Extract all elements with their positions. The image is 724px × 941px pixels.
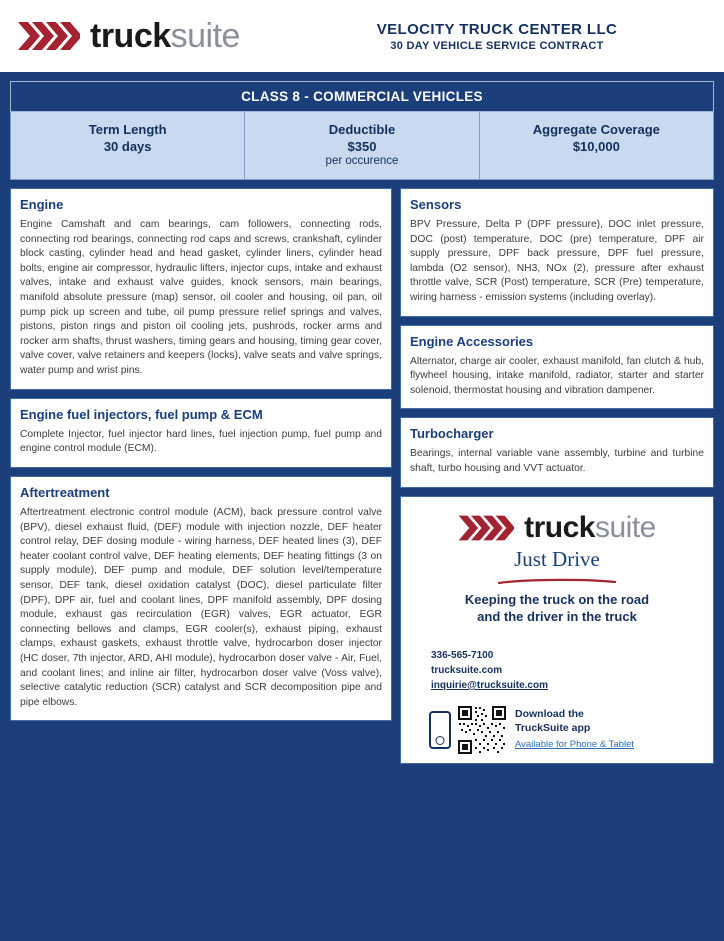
qr-code-icon[interactable]	[457, 705, 507, 755]
coverage-card-sensors	[400, 188, 714, 317]
term-value: 30 days	[103, 139, 152, 154]
card-title: Engine fuel injectors, fuel pump & ECM	[20, 406, 263, 422]
card-body: Aftertreatment electronic control module (ACM), back pressure control valve (BPV), diesel exhaust fluid, (DEF) module with injection nozzle, DEF heater control relay, DEF dosing module - wiring harness, DEF heated lines (3), DEF heater coolant control valve, DEF heating elements, DEF heating fittings (3 on supply module), DEF pump and module, DEF solution level/temperature sensor, DEF tank, diesel oxidation catalyst (DOC), diesel particulate filter (DPF), DPF air, fuel and coolant lines, DPF manifold assembly, DPF dosing module, exhaust gas recirculation (EGR) valves, EGR actuator, EGR connecting bellows and clamps, EGR cooler(s), exhaust piping, exhaust clamps, exhaust gaskets, exhaust throttle valve, hydrocarbon doser injector (HC doser, 7th injector, ARD, AHI module), hydrocarbon doser valve - Air, Fuel, and coolant lines; and inline air filter, hydrocarbon doser valve (Voss valve), selective catalytic reduction (SCR) catalyst and SCR decomposition pipe and pipe elbows.	[20, 506, 382, 708]
coverage-column-right	[400, 188, 714, 764]
phone-icon	[429, 711, 451, 749]
promo-headline-line1: Keeping the truck on the road	[464, 591, 650, 607]
download-title-line2: TruckSuite app	[515, 721, 591, 734]
logo-word-suite: suite	[594, 510, 656, 544]
term-cell-deductible	[244, 112, 478, 179]
card-title: Turbocharger	[410, 426, 494, 442]
download-title-line1: Download the	[515, 707, 584, 720]
coverage-card-engine	[10, 188, 392, 390]
company-name: VELOCITY TRUCK CENTER LLC	[376, 20, 618, 38]
term-title: Term Length	[88, 122, 167, 137]
contact-block	[411, 648, 703, 693]
promo-headline-line2: and the driver in the truck	[477, 609, 637, 625]
term-value: $10,000	[572, 139, 620, 154]
chevron-logo-icon	[18, 19, 80, 53]
promo-panel	[400, 496, 714, 764]
logo-word-truck: truck	[90, 16, 171, 55]
brand-logo	[0, 17, 300, 56]
chevron-logo-icon	[458, 513, 514, 543]
contract-subtitle: 30 DAY VEHICLE SERVICE CONTRACT	[390, 39, 604, 52]
promo-slogan: Just Drive	[514, 546, 600, 571]
coverage-columns	[10, 188, 714, 764]
card-body: BPV Pressure, Delta P (DPF pressure), DOC inlet pressure, DOC (post) temperature, DOC (pre) temperature, DPF air supply pressure, DPF back pressure, DPF fuel pressure, lambda (O2 sensor), NH3, NOx (2), pressure after exhaust throttle valve, SCR (Post) temperature, SCR (Pre) temperature, wiring harness - emission systems (including overlay).	[410, 219, 704, 304]
document-body	[0, 72, 724, 774]
promo-headline	[411, 591, 703, 626]
card-body: Bearings, internal variable vane assembly, turbine and turbine shaft, turbo housing and VVT actuator.	[410, 448, 704, 475]
contact-phone: 336-565-7100	[431, 649, 494, 661]
coverage-card-engine-accessories	[400, 325, 714, 410]
logo-word-suite: suite	[170, 16, 240, 55]
card-body: Engine Camshaft and cam bearings, cam followers, connecting rods, connecting rod bearings, connecting rod caps and screws, crankshaft, cylinder block casting, cylinder head and head gasket, cylinder liners, cylinder head bolts, engine air compressor, hydraulic lifters, injector cups, intake and exhaust valves, intake and exhaust valve guides, knock sensors, main bearings, manifold absolute pressure (map) sensor, oil cooler and housing, oil pan, oil pump pick up screen and tube, oil pump pressure relief springs and valves, pistons, piston rings and piston oil cooling jets, pushrods, rocker arms and rocker arm shafts, thrust washers, timing gears and housing, timing gear cover, valve cover, valve retainers and keepers (locks), valve seats and valve springs, water pump and wrist pins.	[20, 219, 382, 377]
contact-email[interactable]: inquirie@trucksuite.com	[431, 679, 548, 691]
swoosh-underline-icon	[497, 572, 617, 579]
promo-wordmark	[524, 511, 656, 545]
app-download-block	[411, 705, 703, 755]
header-title-block	[300, 21, 724, 52]
document-header	[0, 0, 724, 72]
download-text	[515, 708, 634, 752]
download-availability: Available for Phone & Tablet	[515, 739, 635, 751]
class-banner: CLASS 8 - COMMERCIAL VEHICLES	[10, 81, 714, 112]
coverage-card-aftertreatment	[10, 476, 392, 722]
promo-logo	[411, 511, 703, 545]
term-value: $350	[347, 139, 377, 154]
coverage-card-fuel-injectors	[10, 398, 392, 468]
term-title: Aggregate Coverage	[532, 122, 660, 137]
terms-summary-row	[10, 112, 714, 180]
term-note: per occurence	[325, 155, 399, 167]
contact-website[interactable]: trucksuite.com	[431, 664, 503, 676]
logo-wordmark	[90, 17, 240, 56]
coverage-card-turbocharger	[400, 417, 714, 487]
term-cell-length	[11, 112, 244, 179]
term-cell-aggregate	[479, 112, 713, 179]
card-title: Engine Accessories	[410, 333, 534, 349]
coverage-column-left	[10, 188, 392, 764]
card-title: Sensors	[410, 197, 462, 212]
card-title: Engine	[20, 197, 64, 212]
card-body: Complete Injector, fuel injector hard lines, fuel injection pump, fuel pump and engine control module (ECM).	[20, 428, 382, 455]
term-title: Deductible	[328, 122, 396, 137]
logo-word-truck: truck	[524, 510, 595, 544]
card-title: Aftertreatment	[20, 484, 110, 500]
card-body: Alternator, charge air cooler, exhaust manifold, fan clutch & hub, flywheel housing, intake manifold, radiator, starter and starter solenoid, thermostat housing and vibration dampener.	[410, 355, 704, 396]
